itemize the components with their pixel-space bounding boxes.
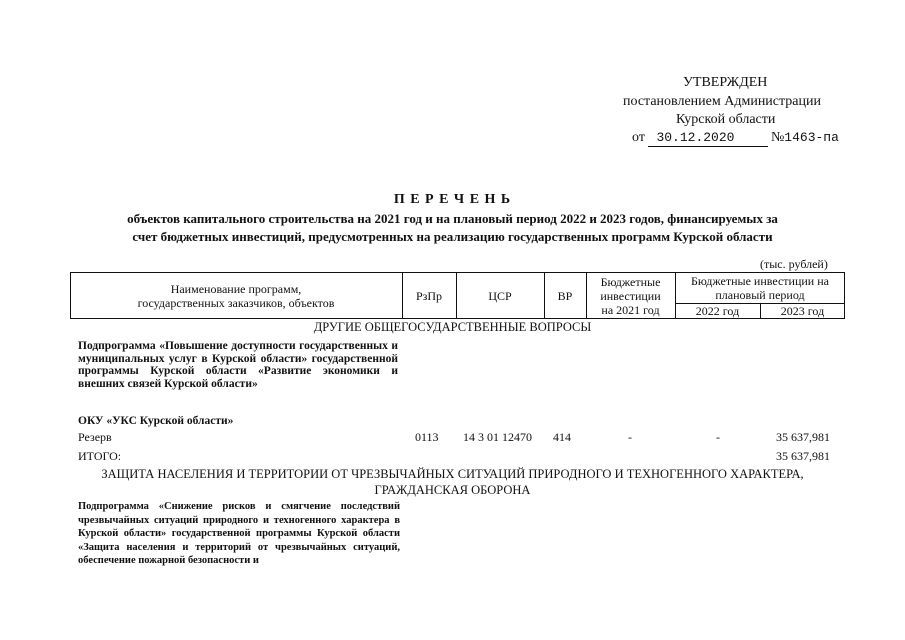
header-rzpr: РзПр [415, 288, 443, 303]
section-1-customer: ОКУ «УКС Курской области» [78, 415, 234, 427]
section-1-title: ДРУГИЕ ОБЩЕГОСУДАРСТВЕННЫЕ ВОПРОСЫ [313, 320, 592, 334]
header-budget-2021-line2: инвестиции [600, 288, 661, 303]
row-2021: - [628, 430, 632, 444]
section-1-subprogram: Подпрограмма «Повышение доступности государственных и муниципальных услуг в Курской области» государственной программы Курской области «Развитие экономики и внешних связей Курской области» [78, 340, 398, 390]
row-vr: 414 [553, 430, 571, 444]
header-name-line1: Наименование программ, [170, 281, 302, 296]
document-subtitle-2: счет бюджетных инвестиций, предусмотренных на реализацию государственных программ Курской области [132, 229, 773, 244]
total-value: 35 637,981 [776, 449, 830, 463]
approval-number-label: № [770, 130, 785, 145]
approval-line2: Курской области [676, 112, 776, 127]
row-rzpr: 0113 [415, 430, 439, 444]
header-name [70, 272, 402, 319]
section-2-title-line1: ЗАЩИТА НАСЕЛЕНИЯ И ТЕРРИТОРИИ ОТ ЧРЕЗВЫЧАЙНЫХ СИТУАЦИЙ ПРИРОДНОГО И ТЕХНОГЕННОГО ХАРАКТЕРА, [101, 467, 804, 481]
total-label: ИТОГО: [78, 449, 122, 463]
header-planned-line2: плановый период [715, 287, 805, 302]
approval-title: УТВЕРЖДЕН [683, 75, 768, 90]
row-2022: - [716, 430, 720, 444]
header-budget-2021-line1: Бюджетные [600, 274, 661, 289]
document-title: П Е Р Е Ч Е Н Ь [393, 192, 512, 207]
header-year-2023: 2023 год [780, 304, 825, 318]
row-name: Резерв [78, 430, 112, 444]
header-name-line2: государственных заказчиков, объектов [137, 295, 335, 310]
approval-number: 1463-па [784, 130, 839, 145]
header-year-2022: 2022 год [695, 304, 740, 318]
approval-line1: постановлением Администрации [623, 94, 821, 109]
document-subtitle-1: объектов капитального строительства на 2021 год и на плановый период 2022 и 2023 годов, финансируемых за [127, 211, 778, 226]
header-vr: ВР [557, 288, 573, 303]
approval-date: 30.12.2020 [648, 129, 768, 147]
row-csr: 14 3 01 12470 [463, 430, 532, 444]
units-label: (тыс. рублей) [760, 257, 828, 271]
header-csr: ЦСР [488, 288, 512, 303]
header-budget-2021-line3: на 2021 год [601, 302, 660, 317]
row-2023: 35 637,981 [776, 430, 830, 444]
approval-from-label: от [632, 130, 645, 145]
header-planned-line1: Бюджетные инвестиции на [691, 273, 829, 288]
section-2-subprogram: Подпрограмма «Снижение рисков и смягчение последствий чрезвычайных ситуаций природного и техногенного характера в Курской области» государственной программы Курской области «Защита населения и территорий от чрезвычайных ситуаций, обеспечение пожарной безопасности и [78, 501, 400, 567]
header-budget-2021 [586, 272, 675, 319]
approval-date-line [632, 129, 839, 147]
header-planned-period [675, 272, 845, 303]
section-2-title-line2: ГРАЖДАНСКАЯ ОБОРОНА [374, 483, 531, 497]
